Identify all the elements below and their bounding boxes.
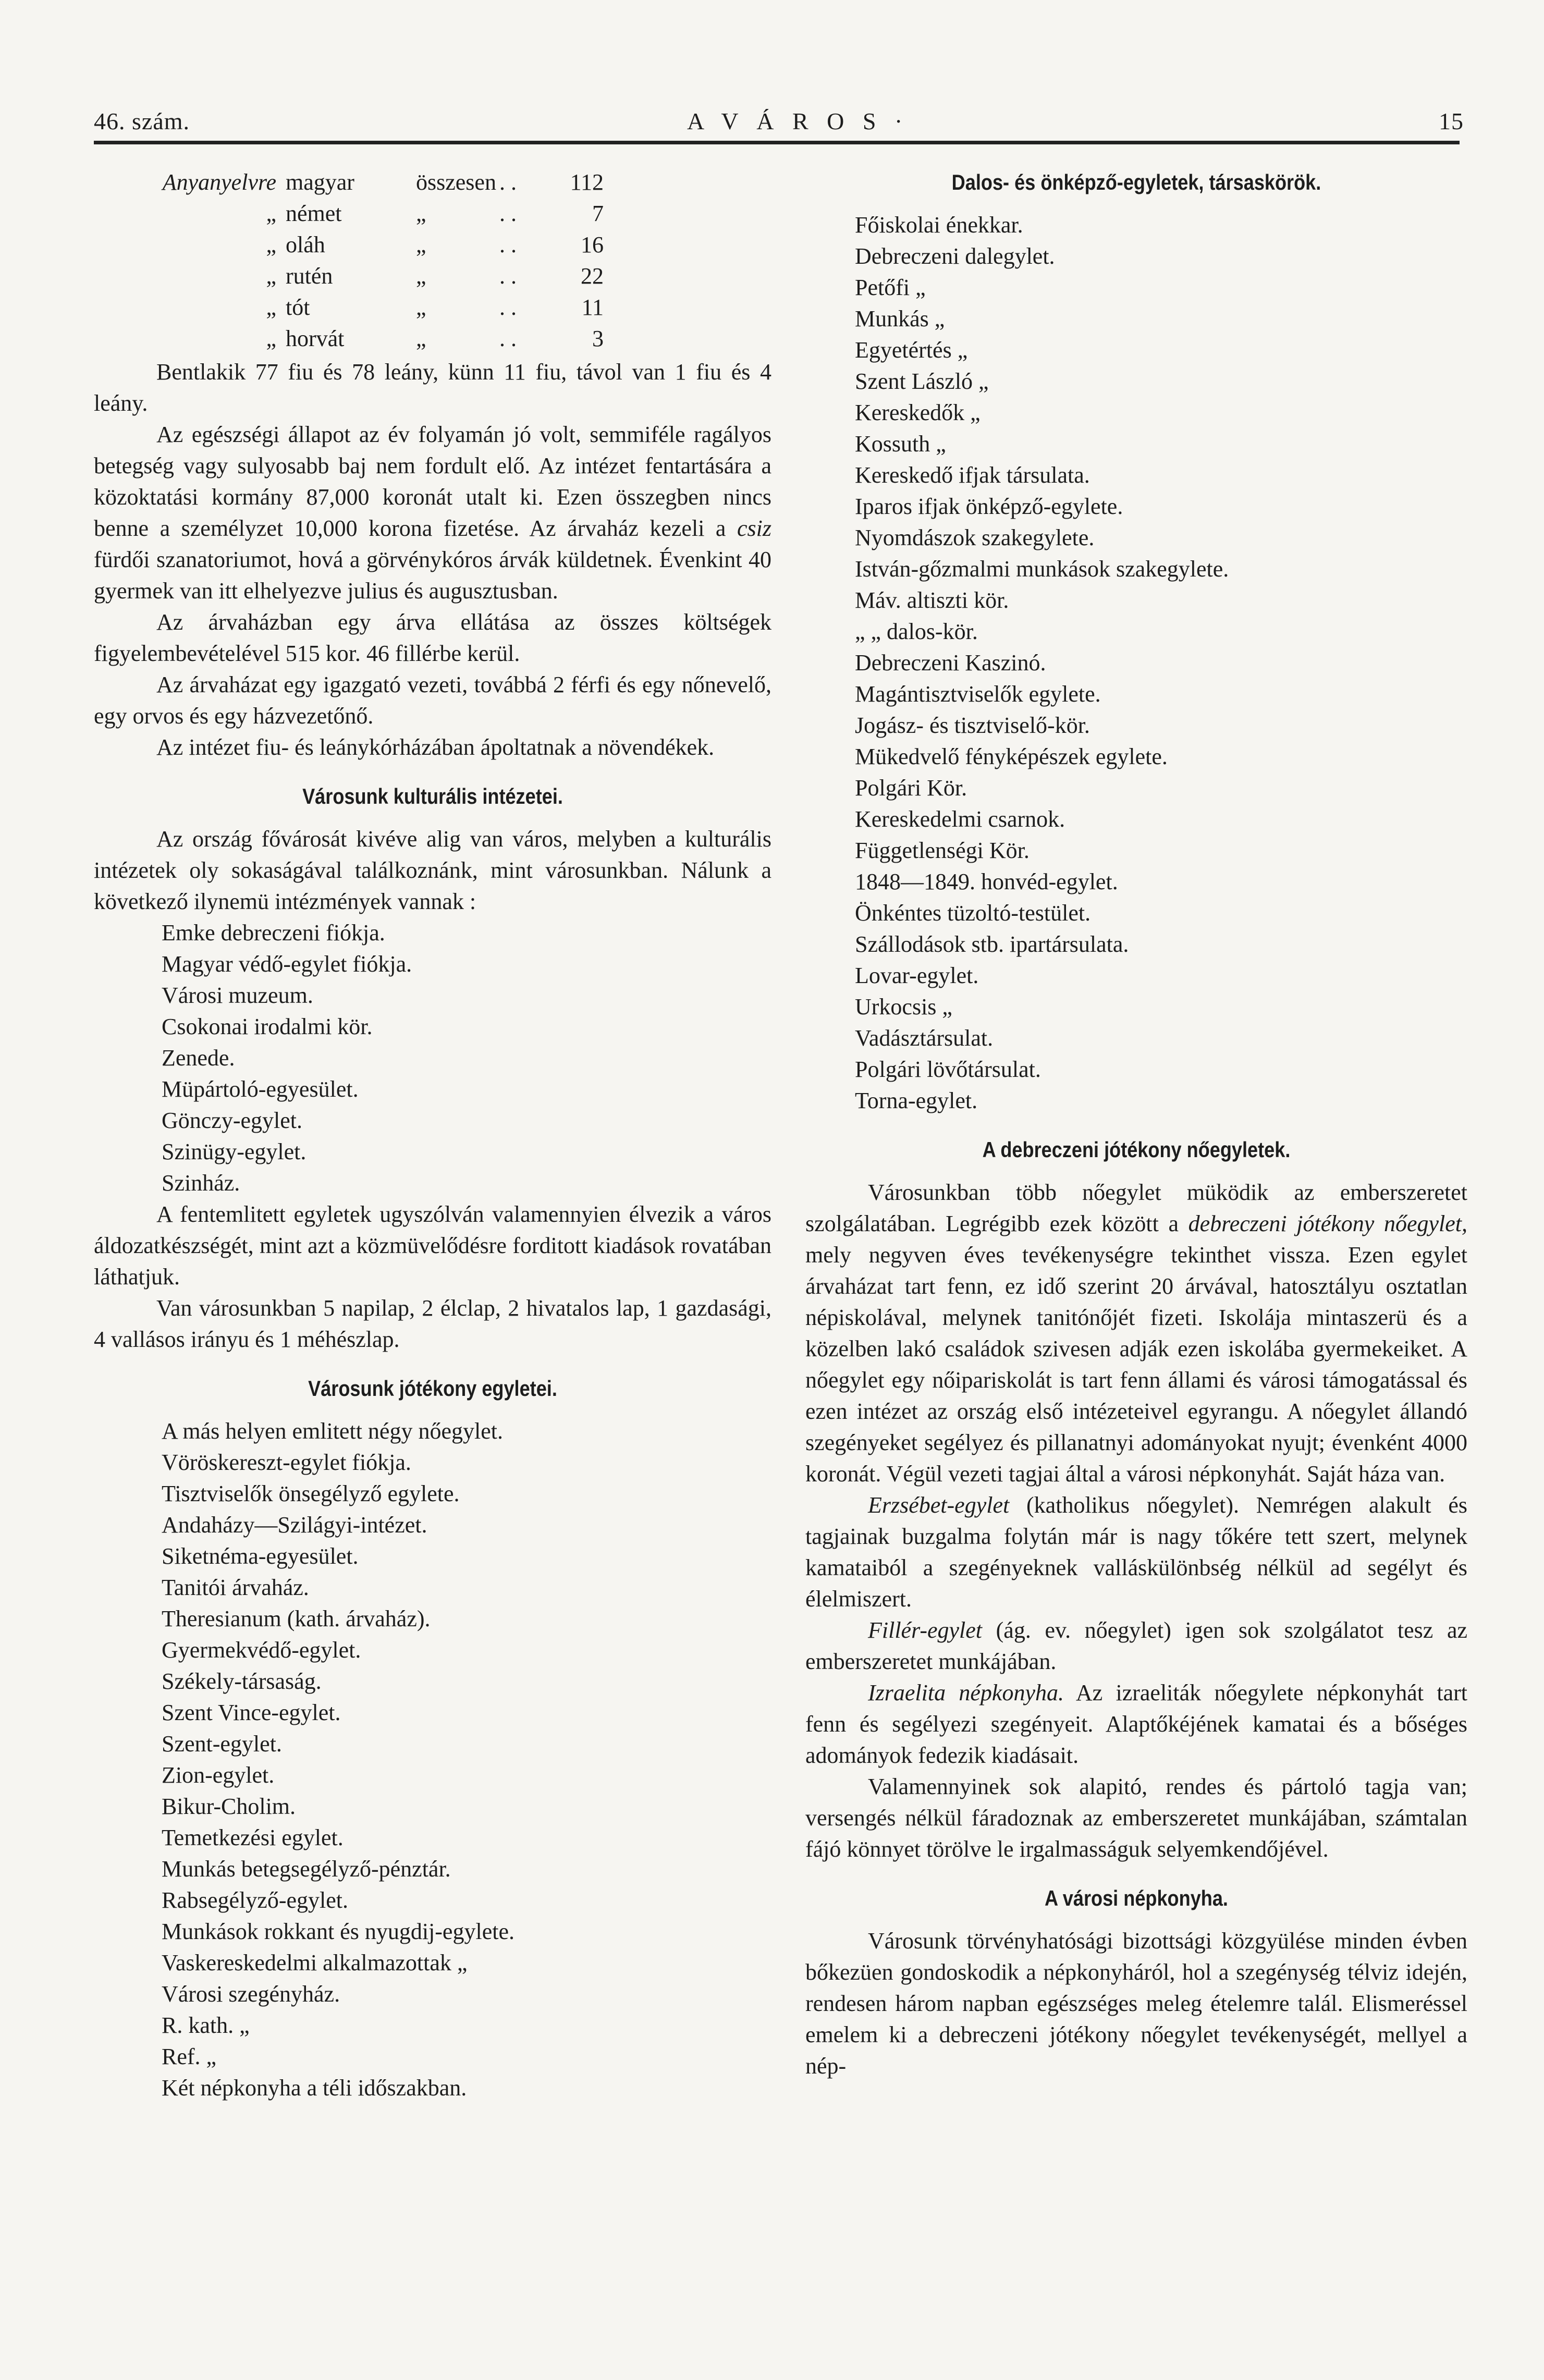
- list-item: Siketnéma-egyesület.: [162, 1543, 359, 1569]
- list-item: Debreczeni dalegylet.: [855, 243, 1055, 269]
- table-dots: . .: [499, 326, 517, 351]
- table-lang: tót: [286, 295, 310, 320]
- list-item: Polgári Kör.: [855, 775, 967, 801]
- left-column: [94, 167, 771, 2104]
- list-item: Székely-társaság.: [162, 1669, 322, 1694]
- italic-text: debreczeni jótékony nőegylet,: [1188, 1211, 1468, 1236]
- paragraph: Az árvaházat egy igazgató vezeti, továbbá 2 férfi és egy nőnevelő, egy orvos és egy házvezetőnő.: [94, 672, 771, 729]
- table-dots: . .: [499, 169, 517, 195]
- table-dots: . .: [499, 232, 517, 257]
- paragraph: [805, 1615, 1467, 1677]
- table-label: „: [266, 232, 276, 257]
- paragraph: [805, 1490, 1467, 1615]
- list-item: Debreczeni Kaszinó.: [855, 650, 1046, 676]
- list-item: Szállodások stb. ipartársulata.: [855, 931, 1129, 957]
- list-item: Kereskedelmi csarnok.: [855, 806, 1065, 832]
- list-item: Szent-egylet.: [162, 1731, 282, 1757]
- table-dots: . .: [499, 263, 517, 289]
- section-heading: Városunk jótékony egyletei.: [308, 1376, 557, 1401]
- list-item: Önkéntes tüzoltó-testület.: [855, 900, 1091, 926]
- table-row: [94, 229, 771, 261]
- table-count: 11: [581, 295, 604, 320]
- table-dots: . .: [499, 295, 517, 320]
- table-word: összesen: [416, 169, 496, 195]
- table-row: [94, 167, 771, 198]
- list-item: Szent László „: [855, 369, 989, 394]
- table-label: „: [266, 295, 276, 320]
- list-item: Magyar védő-egylet fiókja.: [162, 951, 412, 977]
- table-lang: rutén: [286, 263, 333, 289]
- list-item: Müpártoló-egyesület.: [162, 1076, 359, 1102]
- list-item: „ „ dalos-kör.: [855, 619, 978, 644]
- language-table: [94, 167, 771, 354]
- table-lang: horvát: [286, 326, 345, 351]
- section-heading: A városi népkonyha.: [1045, 1886, 1228, 1910]
- table-lang: magyar: [286, 169, 354, 195]
- list-item: Tanitói árvaház.: [162, 1575, 309, 1600]
- list-item: 1848—1849. honvéd-egylet.: [855, 869, 1118, 894]
- cultural-institutions-list: [94, 917, 771, 1199]
- text: (katholikus nőegylet). Nemrégen alakult és tagjainak buzgalma folytán már is nagy tőkére tett szert, melynek kamataiból a szegényeknek valláskülönbség nélkül ad segélyt és élelmiszert.: [805, 1492, 1468, 1612]
- list-item: Magántisztviselők egylete.: [855, 681, 1101, 707]
- section-heading: Dalos- és önképző-egyletek, társaskörök.: [951, 170, 1321, 194]
- list-item: Máv. altiszti kör.: [855, 587, 1009, 613]
- paragraph: Az ország fővárosát kivéve alig van város, melyben a kulturális intézetek oly sokaságával találkoznánk, mint városunkban. Nálunk a következő ilynemü intézmények vannak :: [94, 826, 771, 914]
- list-item: Függetlenségi Kör.: [855, 838, 1030, 863]
- list-item: Vadásztársulat.: [855, 1025, 994, 1051]
- list-item: Polgári lövőtársulat.: [855, 1057, 1041, 1082]
- paragraph: A fentemlitett egyletek ugyszólván valamennyien élvezik a város áldozatkészségét, mint azt a közmüvelődésre forditott kiadások rovatában láthatjuk.: [94, 1201, 771, 1290]
- table-row: [94, 198, 771, 229]
- list-item: Munkás betegsegélyző-pénztár.: [162, 1856, 451, 1882]
- list-item: Andaházy—Szilágyi-intézet.: [162, 1512, 427, 1538]
- list-item: Mükedvelő fényképészek egylete.: [855, 744, 1168, 769]
- table-label: „: [266, 201, 276, 226]
- table-word: „: [416, 295, 426, 320]
- paragraph: [805, 1177, 1467, 1490]
- clubs-list: [805, 210, 1467, 1117]
- list-item: Tisztviselők önsegélyző egylete.: [162, 1481, 460, 1506]
- text: Az egészségi állapot az év folyamán jó volt, semmiféle ragályos betegség vagy sulyosabb baj nem fordult elő. Az intézet fentartására a közoktatási kormány 87,000 koronát utalt ki. Ezen összegben nincs benne a személyzet 10,000 korona fizetése. Az árvaház kezeli a: [94, 422, 771, 541]
- table-count: 7: [592, 201, 604, 226]
- list-item: Rabsegélyző-egylet.: [162, 1887, 348, 1913]
- list-item: Zenede.: [162, 1045, 235, 1071]
- paragraph: Az intézet fiu- és leánykórházában ápoltatnak a növendékek.: [156, 734, 715, 760]
- list-item: Kereskedő ifjak társulata.: [855, 462, 1090, 488]
- list-item: Zion-egylet.: [162, 1762, 275, 1788]
- list-item: Petőfi „: [855, 275, 926, 300]
- paragraph: Az árvaházban egy árva ellátása az összes költségek figyelembevételével 515 kor. 46 fillérbe kerül.: [94, 609, 771, 666]
- list-item: Munkások rokkant és nyugdij-egylete.: [162, 1919, 514, 1944]
- text: (ág. ev. nőegylet) igen sok szolgálatot tesz az emberszeretet munkájában.: [805, 1617, 1468, 1674]
- list-item: Theresianum (kath. árvaház).: [162, 1606, 431, 1631]
- paragraph: [94, 419, 771, 607]
- section-heading: Városunk kulturális intézetei.: [302, 784, 563, 808]
- table-dots: . .: [499, 201, 517, 226]
- text: fürdői szanatoriumot, hová a görvénykóros árvák küldetnek. Évenkint 40 gyermek van itt elhelyezve julius és augusztusban.: [94, 547, 771, 604]
- italic-text: Erzsébet-egylet: [868, 1492, 1010, 1518]
- list-item: Csokonai irodalmi kör.: [162, 1014, 373, 1039]
- list-item: Városi muzeum.: [162, 983, 313, 1008]
- list-item: Ref. „: [162, 2044, 217, 2069]
- table-label: „: [266, 263, 276, 289]
- list-item: Szinügy-egylet.: [162, 1139, 307, 1164]
- journal-title: A V Á R O S ·: [687, 108, 909, 134]
- italic-text: Fillér-egylet: [868, 1617, 983, 1643]
- list-item: István-gőzmalmi munkások szakegylete.: [855, 556, 1229, 582]
- list-item: Bikur-Cholim.: [162, 1794, 296, 1819]
- paragraph: [805, 1677, 1467, 1771]
- paragraph: Bentlakik 77 fiu és 78 leány, künn 11 fiu, távol van 1 fiu és 4 leány.: [94, 359, 771, 416]
- italic-text: csiz: [737, 516, 771, 541]
- list-item: Szinház.: [162, 1170, 240, 1196]
- section-heading: A debreczeni jótékony nőegyletek.: [982, 1137, 1291, 1162]
- list-item: Szent Vince-egylet.: [162, 1700, 341, 1725]
- list-item: R. kath. „: [162, 2013, 250, 2038]
- table-count: 16: [581, 232, 604, 257]
- table-lang: német: [286, 201, 342, 226]
- paragraph: Valamennyinek sok alapitó, rendes és pártoló tagja van; versengés nélkül fáradoznak az emberszeretet munkájában, számtalan fájó könnyet törölve le irgalmasságuk selyemkendőjével.: [805, 1774, 1467, 1862]
- list-item: Gönczy-egylet.: [162, 1108, 302, 1133]
- list-item: Emke debreczeni fiókja.: [162, 920, 385, 946]
- table-lang: oláh: [286, 232, 325, 257]
- paragraph: Városunk törvényhatósági bizottsági közgyülése minden évben bőkezüen gondoskodik a népkonyháról, hol a szegénység télviz idején, rendesen három napban egészséges meleg ételemre talál. Elismeréssel emelem ki a debreczeni jótékony nőegylet tevékenységét, mellyel a nép-: [805, 1928, 1467, 2079]
- list-item: Urkocsis „: [855, 994, 952, 1020]
- table-row: [94, 323, 771, 354]
- table-label: Anyanyelvre: [162, 169, 276, 195]
- list-item: Városi szegényház.: [162, 1981, 340, 2007]
- table-count: 112: [570, 169, 604, 195]
- list-item: A más helyen emlitett négy nőegylet.: [162, 1418, 503, 1444]
- table-row: [94, 261, 771, 292]
- table-word: „: [416, 201, 426, 226]
- italic-text: Izraelita népkonyha.: [868, 1680, 1064, 1706]
- table-count: 22: [581, 263, 604, 289]
- list-item: Főiskolai énekkar.: [855, 212, 1023, 238]
- list-item: Torna-egylet.: [855, 1088, 978, 1113]
- list-item: Egyetértés „: [855, 337, 968, 363]
- table-count: 3: [592, 326, 604, 351]
- table-label: „: [266, 326, 276, 351]
- list-item: Lovar-egylet.: [855, 963, 979, 988]
- page-number: 15: [1439, 108, 1464, 134]
- right-column: [805, 167, 1467, 2082]
- charity-societies-list: [94, 1416, 771, 2104]
- text: Az izraeliták nőegylete népkonyhát tart fenn és segélyezi szegényeit. Alaptőkéjének kamatai és a bőséges adományok fedezik kiadásait.: [805, 1680, 1467, 1768]
- table-row: [94, 292, 771, 323]
- list-item: Két népkonyha a téli időszakban.: [162, 2075, 467, 2101]
- list-item: Nyomdászok szakegylete.: [855, 525, 1095, 550]
- list-item: Munkás „: [855, 306, 945, 332]
- header-rule: [94, 141, 1460, 144]
- issue-number: 46. szám.: [94, 108, 190, 134]
- paragraph: Van városunkban 5 napilap, 2 élclap, 2 hivatalos lap, 1 gazdasági, 4 vallásos irányu és 1 méhészlap.: [94, 1295, 771, 1352]
- table-word: „: [416, 263, 426, 289]
- list-item: Temetkezési egylet.: [162, 1825, 344, 1850]
- list-item: Vöröskereszt-egylet fiókja.: [162, 1450, 411, 1475]
- text: mely negyven éves tevékenységre tekinthet vissza. Ezen egylet árvaházat tart fenn, ez idő szerint 20 árvával, hatosztályu osztatlan népiskolával, melynek tanitónőjét fizeti. Iskolája mintaszerü és a közelben lakó családok szivesen adják ezen iskolába gyermekeiket. A nőegylet egy nőipariskolát is tart fenn állami és városi támogatással és ezen intézet az ország első intézeteivel egyrangu. A nőegylet állandó szegényeket segélyez és pillanatnyi adományokat nyujt; évenként 4000 koronát. Végül vezeti tagjai által a városi népkonyhát. Saját háza van.: [805, 1242, 1467, 1487]
- list-item: Gyermekvédő-egylet.: [162, 1637, 361, 1663]
- list-item: Kereskedők „: [855, 400, 981, 425]
- list-item: Jogász- és tisztviselő-kör.: [855, 713, 1090, 738]
- list-item: Vaskereskedelmi alkalmazottak „: [162, 1950, 468, 1976]
- text: Városunkban több nőegylet müködik az emberszeretet szolgálatában. Legrégibb ezek között a: [805, 1180, 1467, 1236]
- table-word: „: [416, 232, 426, 257]
- list-item: Iparos ifjak önképző-egylete.: [855, 494, 1123, 519]
- table-word: „: [416, 326, 426, 351]
- list-item: Kossuth „: [855, 431, 946, 457]
